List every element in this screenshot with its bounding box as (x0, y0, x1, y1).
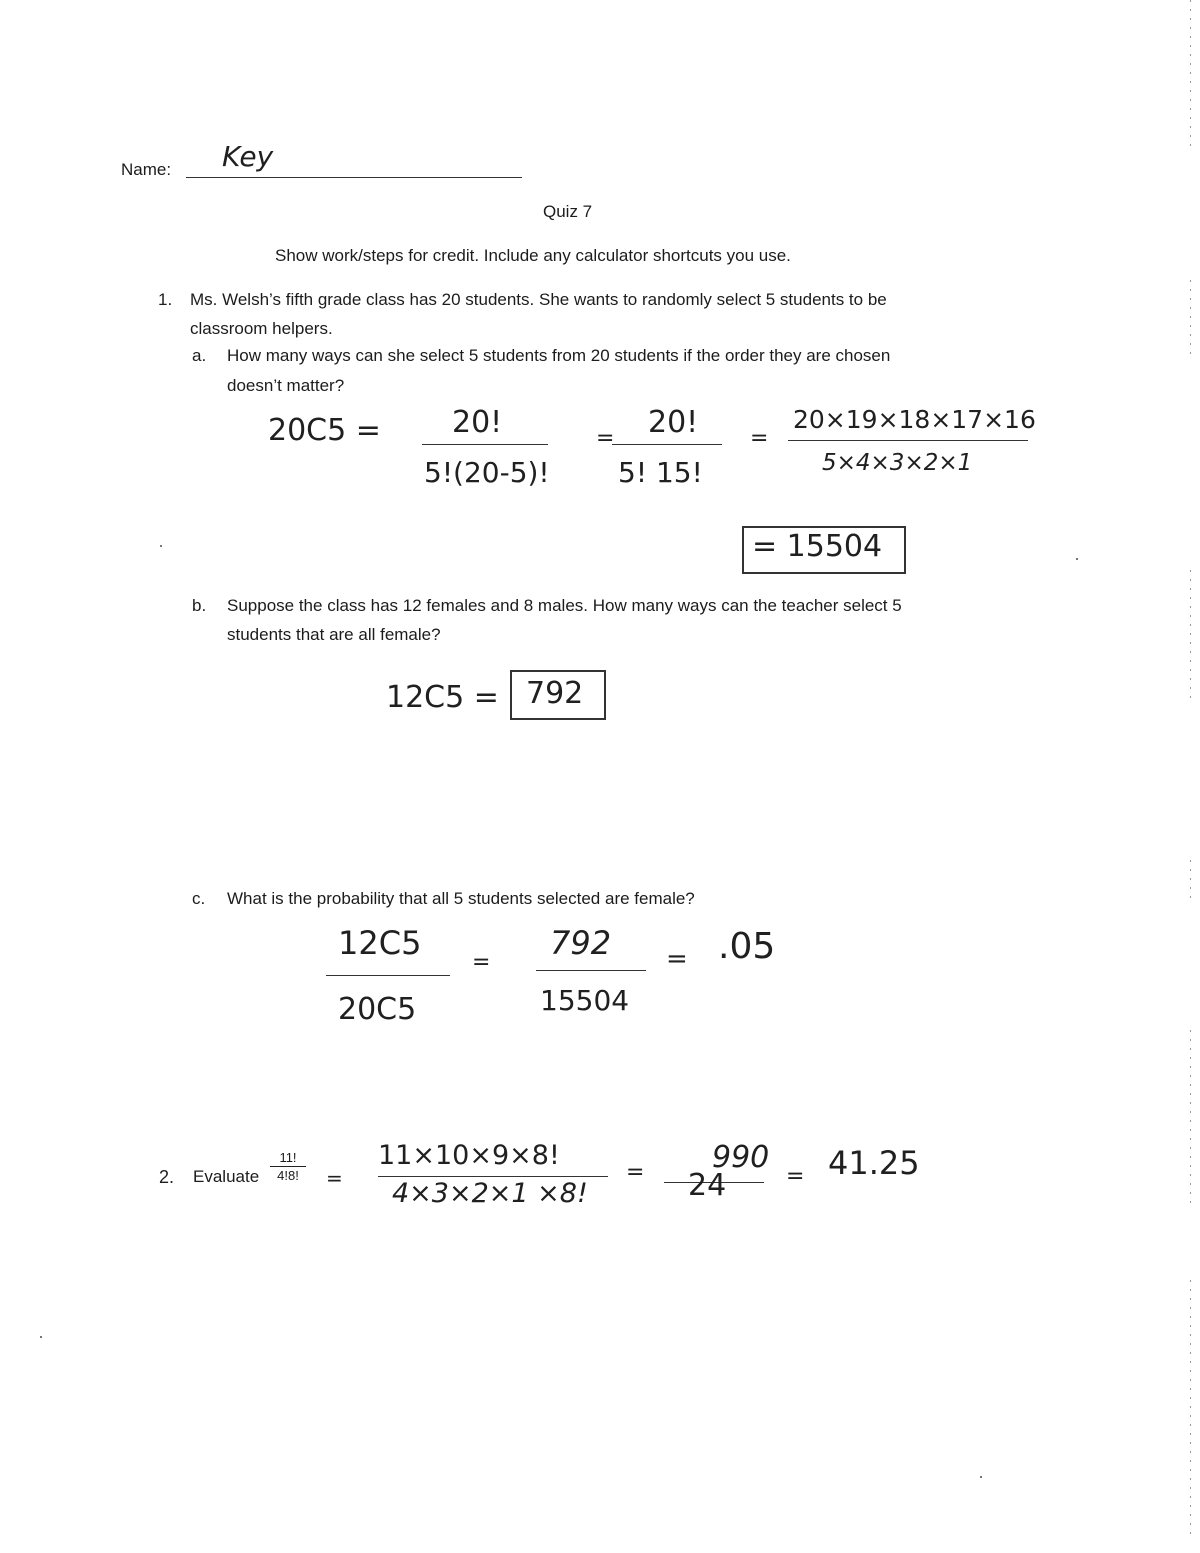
q1-text-line1: Ms. Welsh’s fifth grade class has 20 students. She wants to randomly select 5 students to be (190, 290, 887, 309)
q2-f1-den: 4×3×2×1 ×8! (392, 1178, 588, 1209)
name-label: Name: (121, 160, 172, 179)
name-underline (186, 177, 522, 178)
q1a-f3-bar (788, 440, 1028, 441)
q1a-f2-num: 20! (648, 405, 699, 440)
q1a-f3-num: 20×19×18×17×16 (793, 405, 1036, 434)
q1a-text-line2: doesn’t matter? (227, 376, 345, 395)
q2-f1-num: 11×10×9×8! (378, 1140, 560, 1171)
name-value: Key (222, 140, 274, 173)
scan-edge-top (1190, 0, 1191, 150)
q2-frac-den: 4!8! (277, 1168, 299, 1183)
q1a-lhs: 20C5 = (268, 413, 381, 448)
q1c-f2-num: 792 (550, 924, 612, 962)
q1a-f1-num: 20! (452, 405, 503, 440)
q1c-result: .05 (718, 926, 776, 967)
scan-speck (1076, 558, 1078, 560)
scan-speck (40, 1336, 42, 1338)
q1c-label: c. (192, 889, 206, 908)
q1c-f1-bar (326, 975, 450, 976)
q1a-f2-den: 5! 15! (618, 456, 703, 489)
q1c-f2-bar (536, 970, 646, 971)
q2-f1-bar (378, 1176, 608, 1177)
scan-speck (980, 1476, 982, 1478)
q2-f2-num: 990 (712, 1140, 770, 1175)
q1-text-line2: classroom helpers. (190, 319, 333, 338)
q1a-eq2: = (750, 426, 769, 451)
instructions: Show work/steps for credit. Include any calculator shortcuts you use. (275, 246, 791, 265)
q1b-text-line2: students that are all female? (227, 625, 441, 644)
q2-number: 2. (159, 1167, 175, 1187)
q2-frac-bar (270, 1166, 306, 1167)
q2-result: 41.25 (828, 1144, 920, 1182)
scan-speck (160, 545, 162, 547)
q1b-label: b. (192, 596, 207, 615)
q2-eq0: = (326, 1166, 343, 1190)
scan-edge-middle (1190, 570, 1191, 700)
scan-edge-upper (1190, 280, 1191, 360)
q2-eq1: = (626, 1160, 645, 1185)
q1a-text-line1: How many ways can she select 5 students from 20 students if the order they are chosen (227, 346, 891, 365)
q1c-f2-den: 15504 (540, 984, 630, 1017)
q1c-eq2: = (666, 944, 688, 974)
q1a-answer: = 15504 (752, 529, 883, 564)
quiz-title: Quiz 7 (543, 202, 593, 221)
q1-number: 1. (158, 290, 173, 309)
q1a-f3-den: 5×4×3×2×1 (822, 450, 973, 476)
scan-edge-mid2 (1190, 860, 1191, 900)
q1b-text-line1: Suppose the class has 12 females and 8 males. How many ways can the teacher select 5 (227, 596, 902, 615)
q2-f2-den: 24 (688, 1168, 727, 1203)
q2-eq2: = (786, 1164, 805, 1189)
q1a-f1-bar (422, 444, 548, 445)
q1c-text: What is the probability that all 5 students selected are female? (227, 889, 695, 908)
q2-fraction (270, 1150, 306, 1183)
q1c-f1-num: 12C5 (338, 924, 422, 962)
q2-label: Evaluate (193, 1167, 260, 1186)
scan-edge-bottom (1190, 1280, 1191, 1540)
q1a-label: a. (192, 346, 207, 365)
q2-frac-num: 11! (279, 1150, 297, 1165)
q1a-f1-den: 5!(20-5)! (424, 456, 550, 489)
q1c-f1-den: 20C5 (338, 992, 417, 1027)
q1a-f2-bar (612, 444, 722, 445)
q1a-eq1: = (596, 426, 615, 451)
scan-edge-lower (1190, 1030, 1191, 1210)
q1b-lhs: 12C5 = (386, 680, 499, 715)
q1c-eq1: = (472, 950, 491, 975)
q1b-answer: 792 (526, 676, 584, 711)
